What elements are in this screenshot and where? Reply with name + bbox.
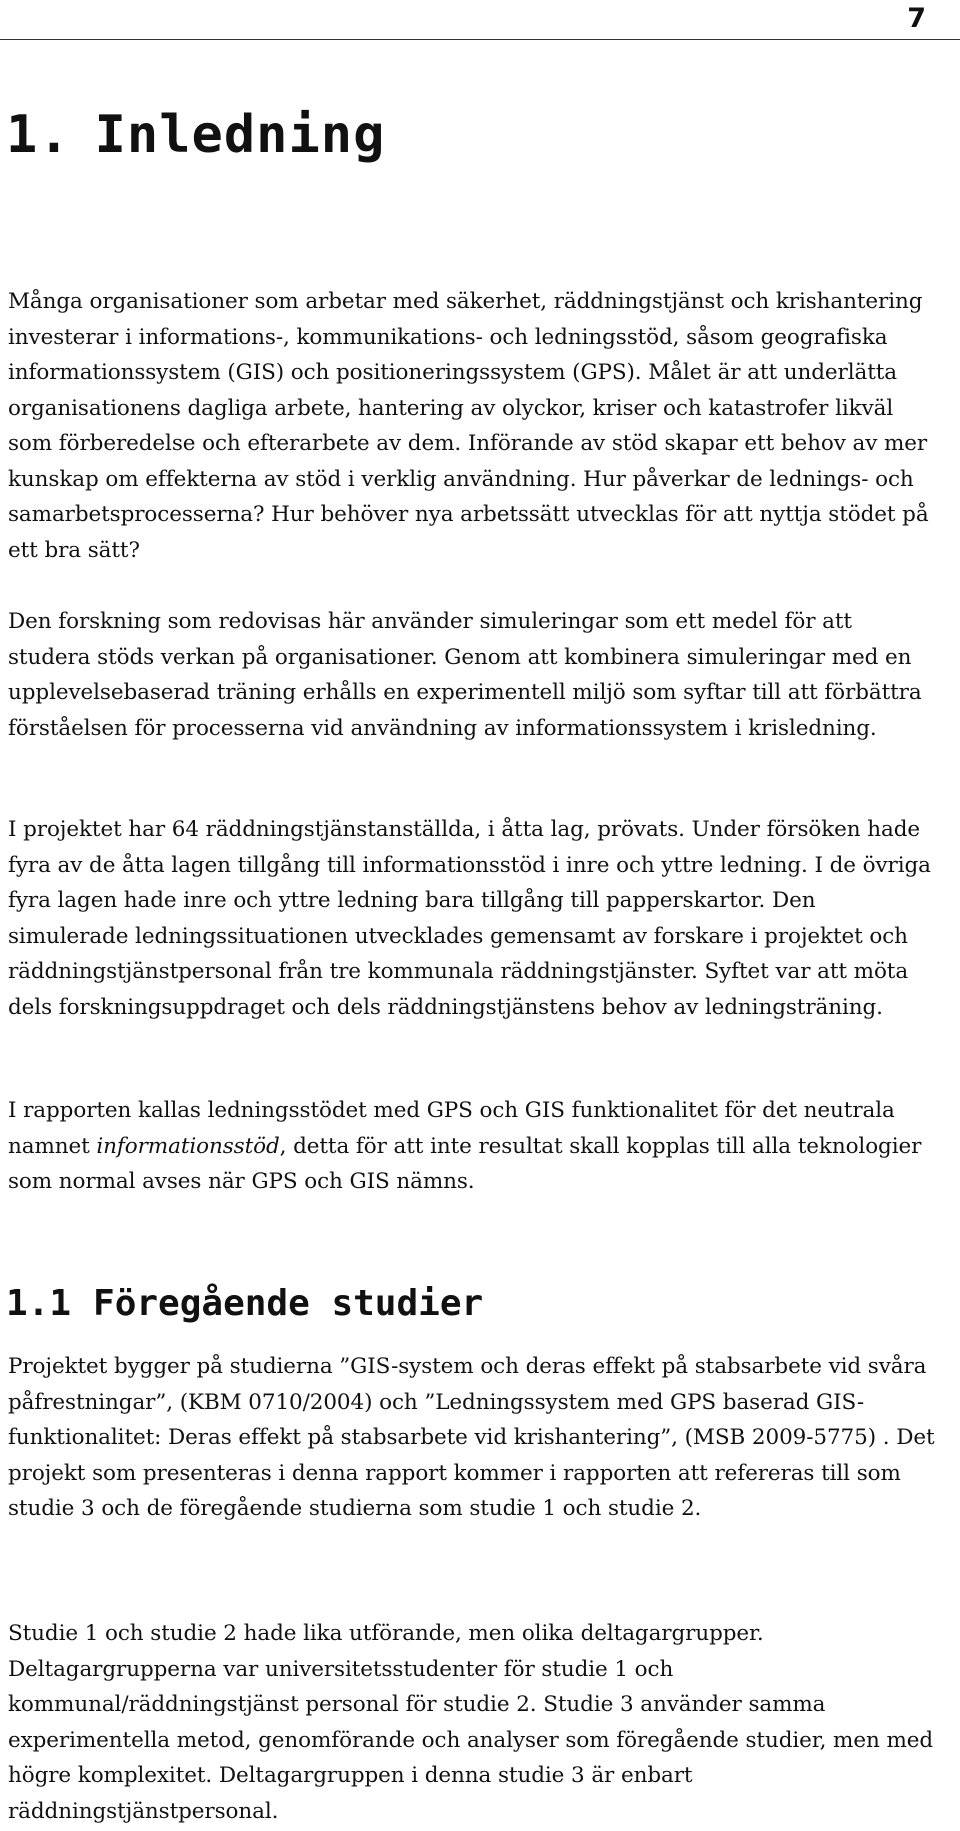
chapter-number: 1. (6, 105, 71, 165)
paragraph-text: , detta för att inte resultat skall kopplas till alla teknologier som normal avses när GPS och GIS nämns. (8, 1133, 922, 1194)
chapter-title: Inledning (94, 105, 386, 165)
section-title: Föregående studier (93, 1283, 484, 1324)
paragraph-text: I rapporten kallas ledningsstödet med GPS och GIS funktionalitet för det neutrala namnet (8, 1098, 895, 1159)
section-paragraph-2: Studie 1 och studie 2 hade lika utförande, men olika deltagargrupper. Deltagargrupperna var universitetsstudenter för studie 1 och kommunal/räddningstjänst personal för studie 2. Studie 3 använder samma experimentella metod, genomförande och analyser som föregående studier, men med högre komplexitet. Deltagargruppen i denna studie 3 är enbart räddningstjänstpersonal. (8, 1621, 934, 1824)
section-heading (6, 1281, 483, 1327)
chapter-heading (6, 104, 385, 166)
emphasized-term: informationsstöd (96, 1133, 280, 1159)
header-rule (0, 39, 960, 40)
intro-paragraph-3: I projektet har 64 räddningstjänstanställda, i åtta lag, prövats. Under försöken hade fyra av de åtta lagen tillgång till informationsstöd i inre och yttre ledning. I de övriga fyra lagen hade inre och yttre ledning bara tillgång till papperskartor. Den simulerade ledningssituationen utvecklades gemensamt av forskare i projektet och räddningstjänstpersonal från tre kommunala räddningstjänster. Syftet var att möta dels forskningsuppdraget och dels räddningstjänstens behov av ledningsträning. (8, 817, 931, 1020)
page-number: 7 (907, 3, 926, 34)
section-number: 1.1 (6, 1283, 72, 1324)
section-paragraph-1: Projektet bygger på studierna ”GIS-system och deras effekt på stabsarbete vid svåra påfrestningar”, (KBM 0710/2004) och ”Ledningssystem med GPS baserad GIS-funktionalitet: Deras effekt på stabsarbete vid krishantering”, (MSB 2009-5775) . Det projekt som presenteras i denna rapport kommer i rapporten att refereras till som studie 3 och de föregående studierna som studie 1 och studie 2. (8, 1354, 935, 1521)
intro-paragraph-1: Många organisationer som arbetar med säkerhet, räddningstjänst och krishantering investerar i informations-, kommunikations- och ledningsstöd, såsom geografiska informationssystem (GIS) och positioneringssystem (GPS). Målet är att underlätta organisationens dagliga arbete, hantering av olyckor, kriser och katastrofer likväl som förberedelse och efterarbete av dem. Införande av stöd skapar ett behov av mer kunskap om effekterna av stöd i verklig användning. Hur påverkar de lednings- och samarbetsprocesserna? Hur behöver nya arbetssätt utvecklas för att nyttja stödet på ett bra sätt? (8, 289, 929, 563)
intro-paragraph-4 (8, 1093, 938, 1200)
intro-paragraph-2: Den forskning som redovisas här använder simuleringar som ett medel för att studera stöds verkan på organisationer. Genom att kombinera simuleringar med en upplevelsebaserad träning erhålls en experimentell miljö som syftar till att förbättra förståelsen för processerna vid användning av informationssystem i krisledning. (8, 609, 922, 741)
